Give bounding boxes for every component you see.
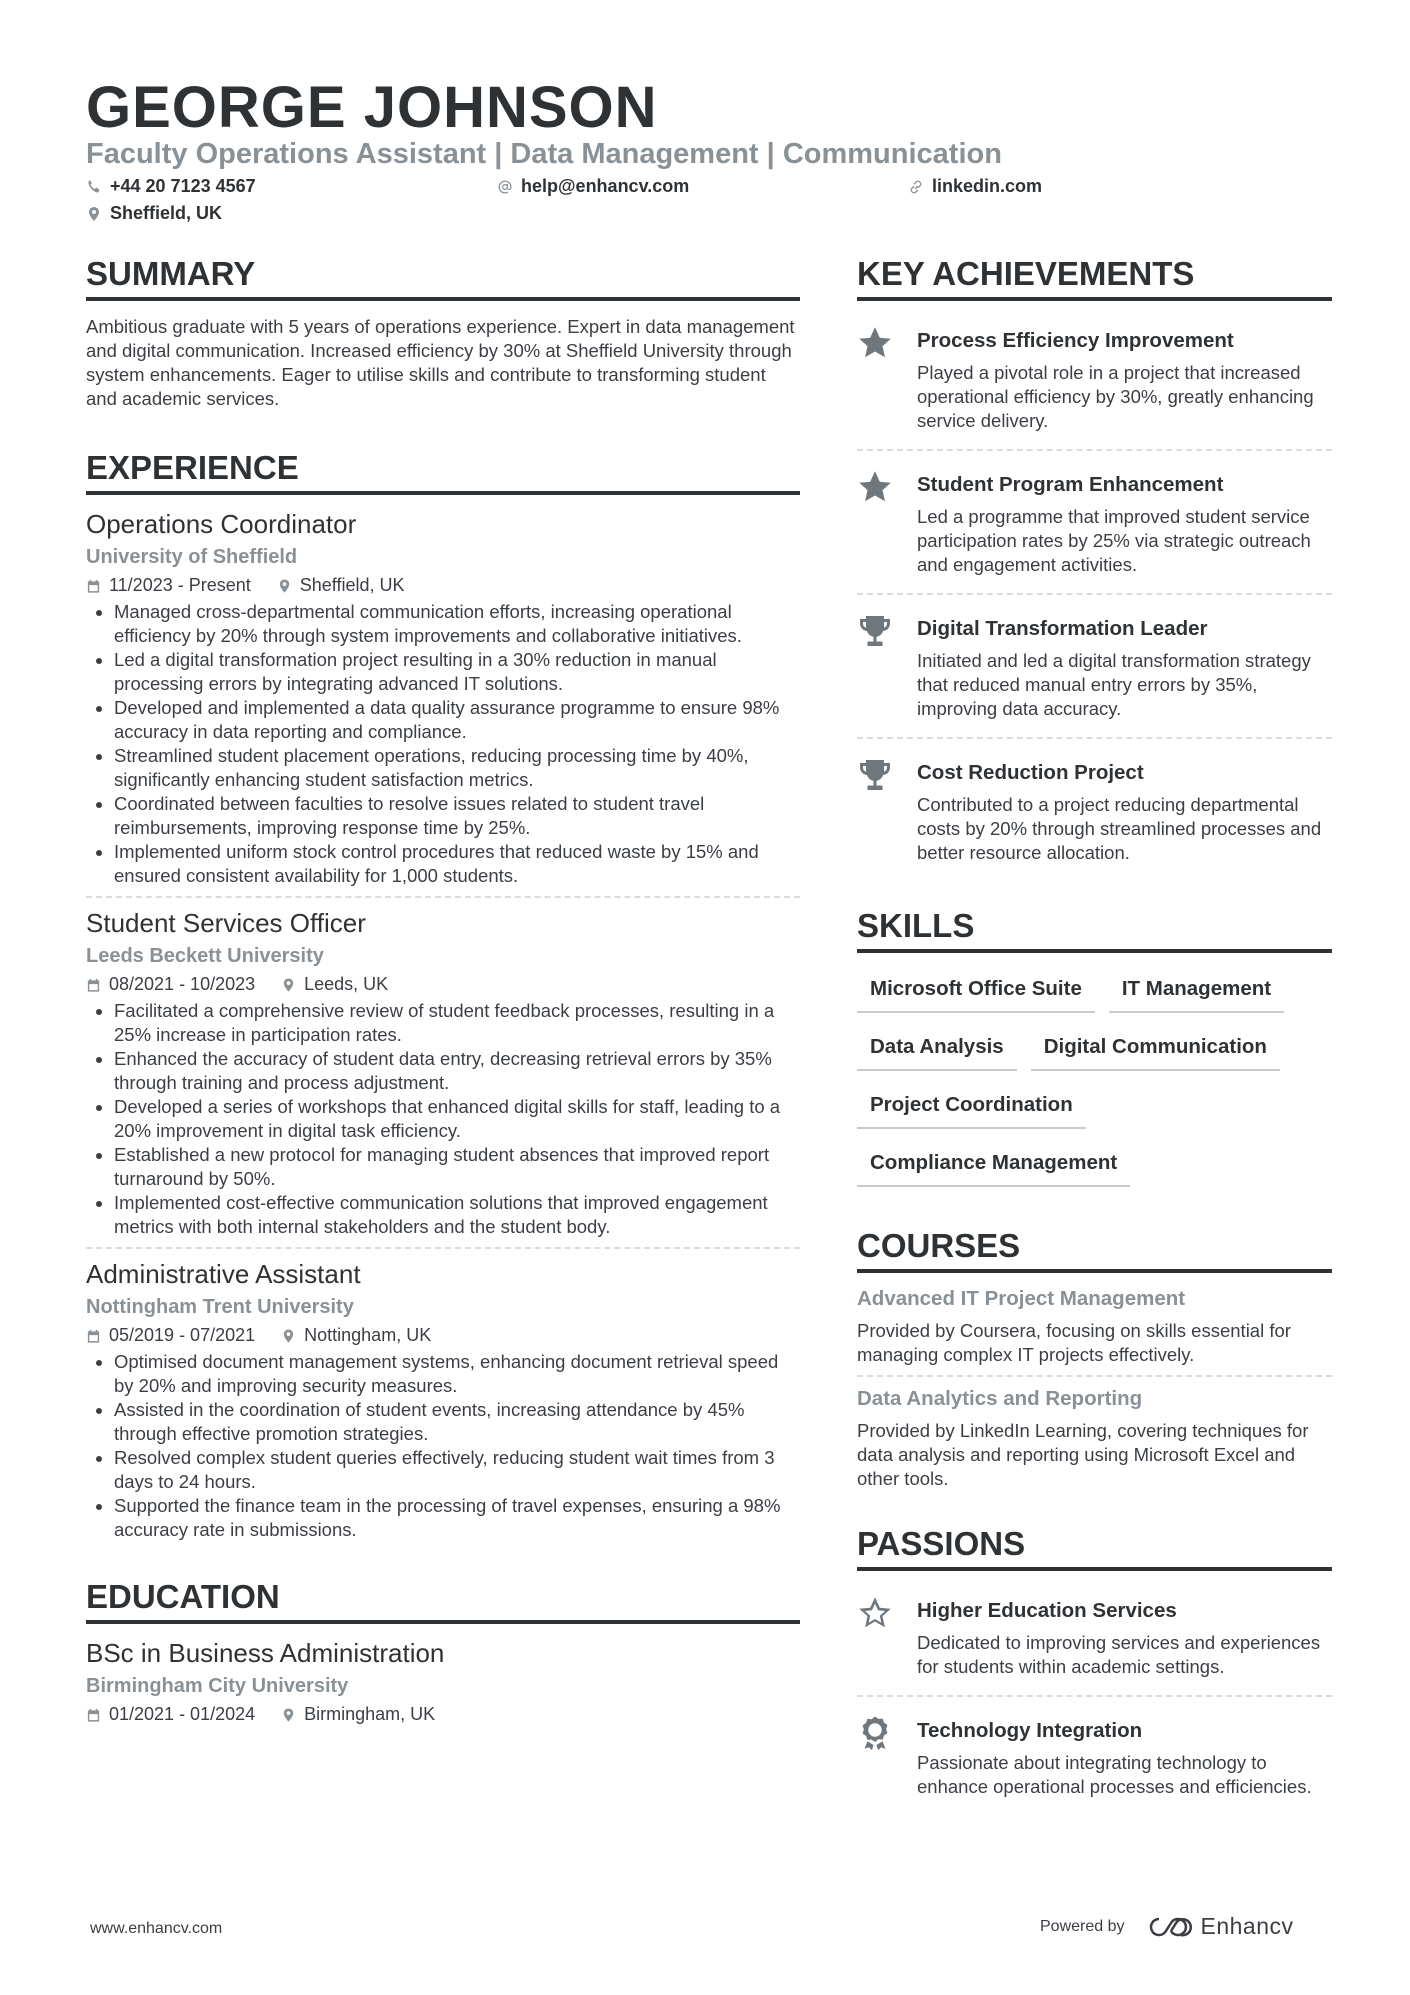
passion-desc: Dedicated to improving services and experiences for students within academic settings.: [917, 1632, 1321, 1677]
job-bullets: [86, 999, 800, 1239]
job-location: Leeds, UK: [304, 974, 389, 994]
course-title: Advanced IT Project Management: [857, 1287, 1186, 1310]
divider: [857, 449, 1332, 451]
course-item: [857, 1287, 1332, 1367]
achievement-desc: Led a programme that improved student service participation rates by 25% via strategic outreach and engagement activities.: [917, 506, 1311, 575]
job-bullet: • Streamlined student placement operations, reducing processing time by 40%, significantly enhancing student satisfaction metrics.: [114, 744, 800, 792]
skill-tag: IT Management: [1109, 967, 1284, 1013]
job-dates: 05/2019 - 07/2021: [109, 1325, 256, 1345]
achievement-item: [857, 747, 1332, 873]
school-name: Birmingham City University: [86, 1675, 349, 1697]
job-bullet: • Implemented cost-effective communication solutions that improved engagement metrics with both internal stakeholders and the student body.: [114, 1191, 800, 1239]
skill-tag: Compliance Management: [857, 1141, 1130, 1187]
award-icon: [857, 1715, 893, 1751]
job-bullet: • Established a new protocol for managing student absences that improved report turnaround by 50%.: [114, 1143, 800, 1191]
trophy-icon: [857, 613, 893, 649]
summary-heading: SUMMARY: [86, 255, 800, 301]
contact-phone: [86, 176, 256, 197]
job-location: Sheffield, UK: [299, 575, 405, 595]
job-bullet: • Optimised document management systems, enhancing document retrieval speed by 20% and improving security measures.: [114, 1350, 800, 1398]
achievements-heading: KEY ACHIEVEMENTS: [857, 255, 1332, 301]
job-entry: [86, 509, 800, 888]
left-column: [86, 255, 800, 1729]
achievement-desc: Played a pivotal role in a project that increased operational efficiency by 30%, greatly enhancing service delivery.: [917, 362, 1314, 431]
skill-tag: Digital Communication: [1031, 1025, 1280, 1071]
job-company: University of Sheffield: [86, 546, 298, 568]
job-bullet: • Supported the finance team in the processing of travel expenses, ensuring a 98% accuracy rate in submissions.: [114, 1494, 800, 1542]
passions-heading: PASSIONS: [857, 1525, 1332, 1571]
job-bullet: • Coordinated between faculties to resolve issues related to student travel reimbursements, improving response time by 25%.: [114, 792, 800, 840]
linkedin-text: linkedin.com: [932, 176, 1043, 196]
phone-icon: [86, 179, 102, 195]
calendar-icon: [86, 977, 101, 993]
achievement-item: [857, 459, 1332, 585]
job-meta: [86, 1325, 800, 1346]
course-item: [857, 1387, 1332, 1491]
skills-list: [857, 967, 1332, 1187]
job-bullets: [86, 600, 800, 888]
job-bullet: • Led a digital transformation project resulting in a 30% reduction in manual processing errors by integrating advanced IT solutions.: [114, 648, 800, 696]
skills-heading: SKILLS: [857, 907, 1332, 953]
location-pin-icon: [281, 1328, 296, 1344]
job-entry: [86, 1259, 800, 1542]
contact-location: [86, 203, 222, 224]
education-heading: EDUCATION: [86, 1578, 800, 1624]
achievement-item: [857, 603, 1332, 729]
achievement-title: Cost Reduction Project: [917, 761, 1144, 784]
job-bullet: • Developed and implemented a data quality assurance programme to ensure 98% accuracy in data reporting and compliance.: [114, 696, 800, 744]
job-bullets: [86, 1350, 800, 1542]
course-desc: Provided by LinkedIn Learning, covering techniques for data analysis and reporting using Microsoft Excel and other tools.: [857, 1420, 1309, 1489]
experience-heading: EXPERIENCE: [86, 449, 800, 495]
achievement-title: Student Program Enhancement: [917, 473, 1224, 496]
trophy-icon: [857, 757, 893, 793]
job-bullet: • Facilitated a comprehensive review of student feedback processes, resulting in a 25% increase in participation rates.: [114, 999, 800, 1047]
summary-text: Ambitious graduate with 5 years of operations experience. Expert in data management and digital communication. Increased efficiency by 30% at Sheffield University through system enhancements. Eager to utilise skills and contribute to transforming student and academic services.: [86, 316, 795, 409]
star-icon: [857, 469, 893, 505]
contact-email: [497, 176, 689, 197]
achievement-item: [857, 315, 1332, 441]
achievement-title: Digital Transformation Leader: [917, 617, 1208, 640]
calendar-icon: [86, 578, 101, 594]
degree-title: BSc in Business Administration: [86, 1638, 445, 1668]
email-text: help@enhancv.com: [521, 176, 690, 196]
passion-item: [857, 1585, 1332, 1687]
divider: [857, 1695, 1332, 1697]
divider: [86, 1247, 800, 1249]
education-dates: 01/2021 - 01/2024: [109, 1704, 256, 1724]
location-text: Sheffield, UK: [110, 203, 223, 223]
education-entry: [86, 1638, 800, 1725]
enhancv-logo-icon: [1147, 1915, 1193, 1939]
right-column: [857, 255, 1332, 1807]
brand-name: Enhancv: [1200, 1913, 1294, 1939]
job-company: Leeds Beckett University: [86, 945, 324, 967]
job-title: Operations Coordinator: [86, 509, 357, 539]
passion-item: [857, 1705, 1332, 1807]
footer-website[interactable]: www.enhancv.com: [90, 1920, 223, 1937]
job-bullet: • Developed a series of workshops that enhanced digital skills for staff, leading to a 20% improvement in digital task efficiency.: [114, 1095, 800, 1143]
skill-tag: Project Coordination: [857, 1083, 1086, 1129]
passion-title: Higher Education Services: [917, 1599, 1177, 1622]
job-bullet: • Enhanced the accuracy of student data entry, decreasing retrieval errors by 35% through training and process adjustment.: [114, 1047, 800, 1095]
location-pin-icon: [281, 977, 296, 993]
job-meta: [86, 974, 800, 995]
job-bullet: • Resolved complex student queries effectively, reducing student wait times from 3 days to 24 hours.: [114, 1446, 800, 1494]
achievement-title: Process Efficiency Improvement: [917, 329, 1234, 352]
courses-heading: COURSES: [857, 1227, 1332, 1273]
location-pin-icon: [281, 1707, 296, 1723]
job-bullet: • Implemented uniform stock control procedures that reduced waste by 15% and ensured consistent availability for 1,000 students.: [114, 840, 800, 888]
passion-desc: Passionate about integrating technology to enhance operational processes and efficiencies.: [917, 1752, 1312, 1797]
at-icon: [497, 179, 513, 195]
calendar-icon: [86, 1328, 101, 1344]
candidate-subtitle: Faculty Operations Assistant | Data Management | Communication: [86, 138, 1002, 170]
job-dates: 11/2023 - Present: [109, 575, 251, 595]
location-pin-icon: [86, 206, 102, 222]
skill-tag: Microsoft Office Suite: [857, 967, 1095, 1013]
divider: [857, 737, 1332, 739]
location-pin-icon: [277, 578, 292, 594]
divider: [86, 896, 800, 898]
education-location: Birmingham, UK: [304, 1704, 436, 1724]
phone-text: +44 20 7123 4567: [110, 176, 256, 196]
contact-linkedin: [908, 176, 1042, 197]
achievement-desc: Initiated and led a digital transformation strategy that reduced manual entry errors by 35%, improving data accuracy.: [917, 650, 1311, 719]
job-title: Administrative Assistant: [86, 1259, 361, 1289]
divider: [857, 593, 1332, 595]
footer-brand: [1040, 1913, 1294, 1940]
job-bullet: • Assisted in the coordination of student events, increasing attendance by 45% through effective promotion strategies.: [114, 1398, 800, 1446]
education-meta: [86, 1704, 800, 1725]
calendar-icon: [86, 1707, 101, 1723]
star-outline-icon: [857, 1595, 893, 1631]
job-company: Nottingham Trent University: [86, 1296, 354, 1318]
passion-title: Technology Integration: [917, 1719, 1143, 1742]
divider: [857, 1375, 1332, 1377]
job-entry: [86, 908, 800, 1239]
job-meta: [86, 575, 800, 596]
course-title: Data Analytics and Reporting: [857, 1387, 1143, 1410]
job-dates: 08/2021 - 10/2023: [109, 974, 256, 994]
course-desc: Provided by Coursera, focusing on skills essential for managing complex IT projects effectively.: [857, 1320, 1291, 1365]
link-icon: [908, 179, 924, 195]
powered-by-text: Powered by: [1040, 1917, 1125, 1935]
enhancv-logo[interactable]: [1147, 1913, 1294, 1940]
candidate-name: GEORGE JOHNSON: [86, 75, 658, 140]
job-location: Nottingham, UK: [304, 1325, 432, 1345]
job-bullet: • Managed cross-departmental communication efforts, increasing operational efficiency by 20% through system improvements and collaborative initiatives.: [114, 600, 800, 648]
achievement-desc: Contributed to a project reducing departmental costs by 20% through streamlined processes and better resource allocation.: [917, 794, 1322, 863]
job-title: Student Services Officer: [86, 908, 366, 938]
star-icon: [857, 325, 893, 361]
skill-tag: Data Analysis: [857, 1025, 1017, 1071]
